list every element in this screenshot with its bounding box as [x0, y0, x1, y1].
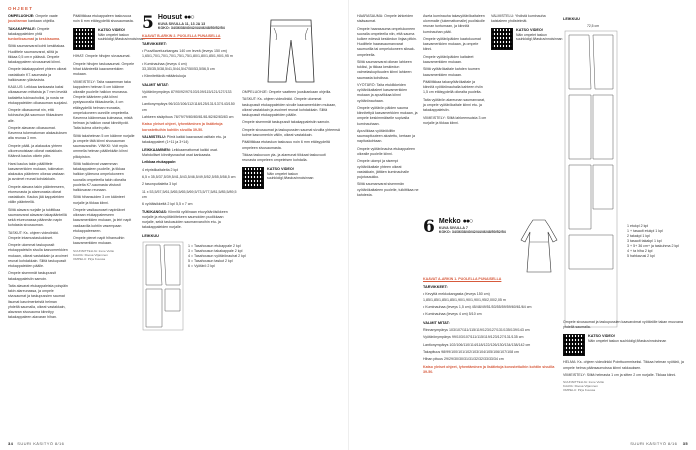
dress-sketch: [519, 218, 559, 274]
supplies-heading: TARVIKKEET:: [142, 42, 167, 47]
pattern-piece-band: [569, 235, 613, 269]
measurement: Vyötärönympärys 99/103/107/111/115/119/123/127/131/135 cm: [423, 335, 524, 340]
pattern-piece-back: [164, 245, 180, 285]
supply-item: • Kuminauhaa (leveys 1,5 cm) 45/48/49/51/53/55/59/59/60/61/64 cm: [423, 305, 532, 309]
pattern-sheet-link[interactable]: KAAVAT A-ARKIN 1. PUOLELLA PUNAISELLA: [423, 277, 502, 281]
paragraph: Ompele ulommat taskupussit etukappaleisiin sivulla kasvomerkkien mukaan, oikeat vastakkain ja avoimet reunat kohdakkain. Silitä taskupussit etukappaleiden päälle.: [8, 243, 68, 268]
cutting-legend: 1 = Tasahousun etukappale 2 kpl 3 = Tasahousun takakappale 2 kpl 4 = Tasahousun vyötärönauhat 2 kpl 5 = Tasahousun taskut 2 kpl 6 = Vyötärö 2 kpl: [188, 243, 246, 268]
measurement: Rinnanympärys 103/107/111/115/119/123/127/131/135/139/143 cm: [423, 327, 530, 332]
paragraph: Tikkaa taskuvuon yla- ja alareunat tiikkaat taskuvuoti reunasta ompeleen ompeleisen kohdalla.: [242, 152, 326, 163]
measurement: Vyötärönympärys 87/90/92/97/103/109/115/121/127/133 cm: [142, 89, 232, 100]
difficulty-dots-icon: ●●○: [462, 218, 473, 225]
cutting-layout-heading: LEIKKUU: [142, 233, 159, 238]
paragraph: Ompele alavara takin päänteeseen, etureunasta ja alareunasta oikeat vastakkain. Kaulus jää kappaleiden väliin päänteellä.: [8, 184, 65, 205]
fusing-item: 4 etyristikaitaleita 2 kpl: [142, 167, 179, 172]
paragraph: Silitä saumanvarat kohti keskitakaa. Huolittele saumanvarat, silitä ja tikkaa 0,5 cm:n päässä. Ompele takakappaleen sivusaumat kiinni.: [8, 44, 66, 64]
paragraph: Silitä saumanvarat sisemmän vyötärökaitaleen puolelle, tuikittikaa ne kahdesta.: [357, 182, 419, 197]
paragraph: Päällitikkaa etukappaleen taskuvuoa noin 6 mm etäisyydeltä sivusaumasta.: [73, 14, 134, 24]
paragraph: OMPELUOHJE: Ompele vaatteen jousikankaan ohjeilla.: [242, 90, 332, 94]
left-col-3: [142, 12, 246, 434]
right-col-1: [357, 14, 419, 434]
cutting-layout-diagram: [563, 29, 619, 329]
paragraph: Silitä saumanvarat oikean lahkeen tukiksi, ja tikkaa keskiedun valmelaskupituuden kiinni lahkeen saumasta kohdissa.: [357, 60, 412, 80]
paragraph: Taita alavarat etukappaleista poispäin takin alareunassa, ja ompele sivusaumat ja taskupussien saumat lisumat kasvimerkeistä helman yhdeltä saumalla, oikeat vastakkain, alavaran sivusauma kiinnityy takakappaleen alavaran hihan.: [8, 283, 68, 320]
paragraph: Ompele pienet napit hihansuihin kaavamerkkien mukaan.: [73, 236, 125, 246]
left-col1-intro: OMPELUOHJE: Ompele vaate jousitarvan kankaan ohjeilla.: [8, 14, 58, 24]
pattern-sizes: KOKO: 34/36/38/40/42/44/46/48/50/52/54: [157, 26, 225, 31]
measurements-heading: VALMIT MITAT:: [142, 82, 169, 87]
left-col-2: [73, 14, 145, 409]
paragraph: Ompele olkasaumat nin, että tukinauha jää saumuun tikkauksen alle.: [8, 108, 64, 123]
supplies-heading: TARVIKKEET:: [423, 285, 448, 290]
photo-credit: SUUNNITTELIJA: Irene Vultio KAAVA: Roosa Viljamnen OMPELU: Pirja Kuussa: [563, 380, 605, 393]
fusing-heading: Leikkaa etukappale:: [142, 160, 177, 165]
paragraph: Ompele haarasauma ompelukoneen suoralla ompeleella niin, että sauma kulkee edessä keskiedun linjaa pitkin. Huolittele haarasaumanvarat saumurilla tai ompelukoneen siksak-ompeleella.: [357, 26, 417, 57]
paragraph: Päällitikkaa etutaskun taskusuu noin 6 mm etäisyydeltä ompeleen sivusaumasta.: [242, 140, 330, 150]
paragraph: VIIMEISTELY: Silitä lahkeensuista 3 cm nurjalle ja tikkaa kiinni.: [423, 115, 487, 125]
qr-code-icon[interactable]: [491, 28, 513, 50]
paragraph: Ompele ulompi ja sisempi vyötärökaitale yhteen oikeat vastakkain, jättäen kuminauhalle pujotusaukko.: [357, 159, 409, 179]
paragraph: VYÖTÄRÖ: Taita etukilkkeiden vyötärökaitaleet kasvamerkkien mukaan ja apuvilkkaa kiinni vyötärönauhaan.: [357, 83, 408, 103]
pattern-subtitle: KUVA SIVULLA 11, 13 JA 13: [157, 22, 206, 26]
video-callout[interactable]: KATSO VIDEO! Näin ompelet taskun suuhkloiigl,fi/taskuvinnoisinnan: [491, 28, 559, 50]
video-title: KATSO VIDEO!: [98, 28, 126, 33]
paragraph: HAARASAUMA: Ompele lahkeiden sisäsaumat.: [357, 14, 414, 24]
cutting-layout-diagram: [142, 241, 184, 331]
paragraph: Ompele vyötärönauha etukappaleen oikealle puolelle kiinni.: [357, 146, 415, 156]
measurements-heading: VALMIT MITAT:: [423, 320, 450, 325]
paragraph: TASKUT: Ks. ohjeen videolinkki. Ompele intamustaskulokset.: [8, 230, 60, 240]
left-col-4: [242, 14, 340, 434]
pattern-piece-front: [146, 245, 162, 285]
pattern-piece-front: [569, 35, 591, 89]
supply-item: • Puuvillaveluurkangas 140 cm leveä (leveys 150 cm) 1,65/1,70/1,70/1,70/1,75/1,75/1,80/1,80/1,85/1,90/1,95 m: [142, 49, 233, 59]
trousers-sketch: [256, 16, 326, 86]
pattern-piece-back: [593, 35, 613, 89]
measurement: Lantionympärys 96/102/106/112/118/125/131/137/143/150 cm: [142, 102, 235, 112]
right-finishing: [563, 320, 691, 430]
paragraph: TASKUT: Ks. ohjeen videolinkki. Ompele ulommat taskupussit etukappaleiden sivulle kaavamerkkien mukaan, oikeat vastakkain ja avoimet reunat kohdakkain. Silitä taskupussit etukappaleiden päälle.: [242, 97, 337, 117]
difficulty-dots-icon: ●●○: [183, 14, 194, 21]
qr-code-icon[interactable]: [563, 334, 585, 356]
paragraph: HIHAT: Ompele hihojen sivusaumat.: [73, 54, 131, 59]
measurement: Takapituus 98/99/100/101/102/103/104/105/106/107/108 cm: [423, 349, 519, 354]
cutting-paragraph: LEIKKAAMINEN: Leikkaamattomat kaikki osat. Mahdolliset kiinnitysnauhat osat kankaasta.: [142, 147, 218, 157]
qr-code-icon[interactable]: [73, 28, 95, 50]
pattern-title: Housut: [157, 14, 182, 21]
video-callout[interactable]: [73, 28, 145, 50]
paragraph: Ompele vyötäröpäiden kaitaleet kaavamerkkien mukaan.: [423, 54, 474, 64]
paragraph: HELMA: Ks. ohjeen videolinkki Pointtuommiseksi. Tikkaa helman vyötärö, ja ompele helma päänsaumoissa kiinni rakkauksen.: [563, 360, 684, 370]
right-footer: SUURI KÄSITYÖ 8/16 35: [630, 441, 688, 446]
paragraph: Ompele pääll- ja alakaulus yhteen ulkoreunoistaan oikeat vastakkain. Käännä kaulus oikein päin.: [8, 143, 63, 159]
supply-item: • Kuminauhaa (leveys 4 cm) 33,35/35,5/38,5/41,5/44,5/47/50/53,5/56,5 cm: [142, 61, 215, 72]
paragraph: Ompele sisemmät taskupussit takakappaleisiin samoin.: [8, 271, 56, 281]
pattern-header: [423, 218, 513, 235]
paragraph: Silitä vyötärökaitale kahden tuumen kaavamerkkien mukaan.: [423, 67, 480, 77]
paragraph: Ompele sivusaumat ja taskupussien kaavaroimat vyötärölle takan muuvana yhdellä saumalla.: [563, 320, 684, 330]
paragraph: Silitä halkiolevat vaaemman takakappaleen puolelle, ja tikkaa halkion yläreuna ompelukoneen suoralla ompeleella takin oikealta puolelta K7-saumasta viistosti halkiovaran reunaan.: [73, 162, 126, 193]
measurement: Lahkeen sisäpituus 78/79/79/80/80/81/81/82/82/83/83 cm: [142, 115, 234, 119]
pattern-piece-front-lower: [569, 95, 591, 159]
video-callout[interactable]: KATSO VIDEO! Näin ompelet taskun suuhkloiigl,fi/taskuvinnoisinnan: [242, 167, 340, 189]
right-pattern-block: [423, 218, 559, 418]
pattern-subtitle: KUVA SIVULLA 7: [438, 226, 468, 230]
paragraph: VIIMEISTELY: Silitä helmasta 1 cm ja sitten 2 cm nurjalle. Tikkaa kiinni.: [563, 373, 677, 377]
paragraph: Ompele vyötäröpäiden kaatokuumat kasvamerkkien mukaan, ja ompele kiinni.: [423, 37, 481, 52]
paragraph: Ompele vyötärön päiden sauma kiinnitettyä kasvamerkkien mukaan, ja ompele keskimmäiselle sopivalla kuminauhaan.: [357, 106, 418, 126]
left-col-1: [8, 14, 68, 409]
supply-item: • Kuminauhaa (leveys 4 cm) 5/10 cm: [423, 312, 482, 317]
pattern-piece-pocket: [593, 165, 613, 209]
video-callout[interactable]: KATSO VIDEO! Näin ompelet taskun suuhkloiigl,fi/taskuvinnoisinnan: [563, 334, 691, 356]
pattern-title: Mekko: [438, 218, 461, 225]
paragraph: Ompele takakappaleet yhteen oikeat vastakkain K7-saumasta ja halkiovaran yläsivuista.: [8, 67, 67, 82]
page-number: 34: [8, 441, 14, 446]
fabric-width: 72,5 cm: [586, 24, 600, 29]
paragraph: VIIMEISTELY: Taita vaaamman taka kappaleen helman 5 cm käänne oikealle puolelle halkion reunassa. Ompele käänteen pää kiinni pystysuoralla tikkauksella, 4 cm etäisyydellä helman reunasta, ompelukoneen cunnille ompeleella. Kavenna käännesaa kulmassa, mistä helman ja halkion varat kiinnittyvät. Taita kulma oikein päin.: [73, 79, 133, 131]
pattern-number: 6: [423, 216, 435, 237]
interfacing-paragraph: TUKIKANGAS: Kiinnitä vyöliinaan etuvyötäröisikkeen nurjalle ja etuvyötäröitekeen saumoiden puolikkaan nurjalle, sekä taskusuiden saumanvaroihin etu- ja takakappaleiden nurjalle.: [142, 209, 228, 230]
right-page: [348, 0, 696, 450]
paragraph: Ompele sivusaumat ja taskupussien saumat sivuilta yhteensä kolme kasvomerkin väliin, oikeat vastakkain.: [242, 127, 340, 137]
supply-item: • Kiinnitettäviä mitäänlukoja: [142, 74, 186, 79]
paragraph: Ompele alavaran olkasaumat. Kavenna tukematoman alakauluksen alta reunaa 3 mm.: [8, 125, 67, 141]
pattern-piece-back-lower: [593, 95, 613, 159]
paragraph: Silitä alavara nurjalle ja tukittikaa saumanvarat alavaran takapäänteillä sekä etureunassa päänmän napin kohdasta sivusauman.: [8, 207, 67, 228]
seam-note: Katso yleiset ohjeet, lyhentäminen ja lisätietoja korostettuihin kohtiin sivuilla 39-50.: [142, 122, 223, 132]
paragraph: Silitä takahelman 5 cm käänne nurjalle ja ompele tätä kiinni sivusauman saumavaraihin. VINKKI: Voit myös ommella helman päällekkäin kiinni pilloipiston.: [73, 133, 135, 159]
pattern-header: [142, 14, 237, 31]
paragraph: Apuvilkkaa vyötärökiiltin saumapituuteen alustettu, kertaan ja napituskohtaan.: [357, 129, 415, 144]
right-col-3: [491, 14, 563, 214]
paragraph: KAULUS: Leikkaa kankaasta kaksi olkasauman mittaista ja 7 mm leveää kaitaletta tukinauhoiksi, ja nosta ne etukappaleiden olkasauman suojaksi.: [8, 85, 68, 105]
prep-paragraph: VALMISTELU: Piirrä kaikki kaavaosat osittain etu- ja takakappaleet (1+11 ja 3+14): [142, 134, 227, 145]
pattern-piece-waistband: [146, 289, 162, 327]
fusing-item: 6,5 x 35,5/37,5/39,5/41,5/43,5/46,5/49,5/52,5/55,5/58,5 cm: [142, 174, 236, 179]
right-col-2: [423, 14, 487, 214]
running-head: OHJEET: [8, 6, 34, 11]
photo-credit: SUUNNITTELIJA: Irene Vultio KAAVA: Roosa Viljamnen OMPELU: Pirja Kuussa: [73, 248, 115, 261]
pattern-sizes: KOKO: 34/36/38/40/42/44/46/48/50/52/54: [438, 230, 506, 235]
pattern-piece-sleeve: [569, 165, 591, 229]
paragraph: VALMISTELU: Yhdistä kuminauha kaistaleen yhdistelmät.: [491, 14, 546, 24]
fusing-item: 6 vyötäisikkeitä 2 kpl 5,5 x 7 cm: [142, 202, 193, 207]
cutting-layout-heading: LEIKKUU: [563, 17, 580, 21]
pattern-number: 5: [142, 12, 154, 33]
fusing-item: 11 x 53,5/57,5/61,5/65,5/65,5/69,5/73,5/77,5/81,5/85,5/89,5 cm: [142, 189, 237, 199]
seam-note: Katso yleiset ohjeet, lyhentäminen ja lisätietoja korostettuihin kohtiin sivuilla 39-50.: [423, 364, 555, 374]
paragraph: Harsi kaulus takin päällittele kasvamerkkien mukaan, tukimaton alakaulus päänteen oikeaa vastaan ja avoimet reunat kohdakkain.: [8, 161, 65, 182]
left-col1-back: TAKAKAPPALE: Ompele takakappaleiden yhtä tuntoriksaumat ja keskisauma.: [8, 26, 61, 41]
paragraph: Ompele hihojen taskusaumat. Ompele hihat käänteellä kaavamerkkien mukaan.: [73, 61, 135, 77]
paragraph: Päällitikkaa takavyötärökaitale ja kiinnitä vyötärönauhalla kahteen riviin 1,5 cm etäisyydellä oikealta puolelta.: [423, 79, 483, 95]
pattern-piece-pocket: [165, 289, 180, 311]
video-text: Näin ompelet taskun suuhkloiigl,fi/taskuvinnoisinnan: [98, 32, 145, 41]
paragraph: Ompele vasikaunoset napinlävet oikeaan etukappaleeseen kaavamerkkien mukaan, ja leiri napit vasilaavilla kohtiin vasempaan etukappaleeseen.: [73, 208, 132, 233]
measurement: Hihan pituus 29/29/30/30/31/31/32/32/33/33/34 cm: [423, 357, 504, 362]
cutting-legend: 1 etukpl 2 kpl 1 + tasaolt etukpl 1 kpl 2 takakpl 1 kpl 3 tasaolt takakpl 1 kpl 3 + 5+ 36 cm+ ja taskuhma 2 kpl 4 + ta hiha 2 kpl 5 hahkavusi 2 kpl: [627, 224, 680, 258]
pattern-sheet-link[interactable]: KAAVAT B-ARKIN 2. PUOLELLA PUNAISELLA: [142, 33, 221, 38]
left-footer: 34 SUURI KÄSITYÖ 8/16: [8, 441, 65, 446]
paragraph: Taita vyötärön alareunan saumanvarat, ja ompele vyötärökaitale kiinni etu- ja takakappaleisiin.: [423, 97, 486, 113]
qr-code-icon[interactable]: [242, 167, 264, 189]
paragraph: Aseta kuminauha takavyötärökaitaleen ulommalle (tukemattomalle) puoliskolle reunan tuntumaan, ja kiinnitä kuminauhan päät.: [423, 14, 485, 34]
paragraph: Ompele sisemmät taskupussit takakappaleisiin samoin.: [242, 120, 331, 125]
supply-item: • Kevyttä mekkokangasta (leveys 150 cm) 1,85/1,85/1,85/1,85/1,90/1,90/1,90/1,95/2,00/2,05 m: [423, 292, 506, 302]
fusing-item: 2 tasonpuitaleita 3 kpl: [142, 182, 177, 187]
paragraph: Silitä hihansuiden 3 cm käänteet nurjalle ja tikkaa kiinni.: [73, 195, 125, 205]
measurement: Lantionympärys 102/106/110/114/118/122/126/130/134/138/142 cm: [423, 342, 531, 347]
page-number: 35: [682, 441, 688, 446]
